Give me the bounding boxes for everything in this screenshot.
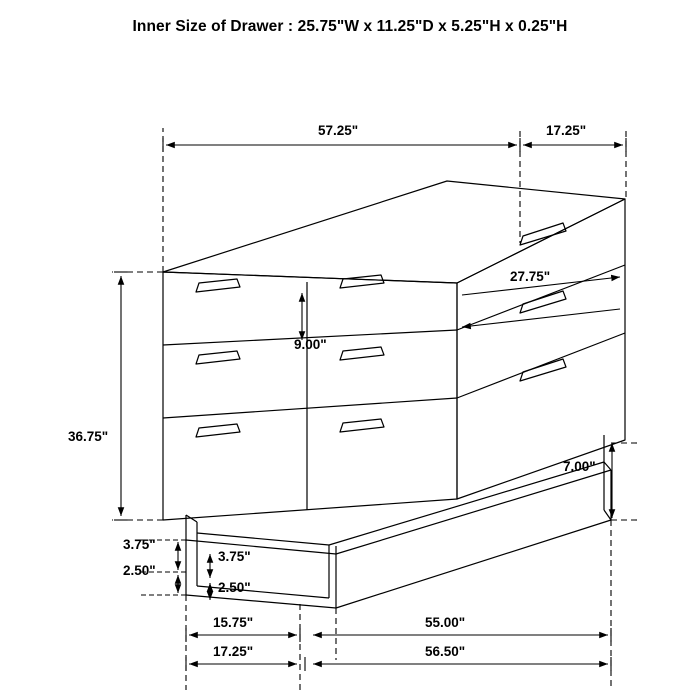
dimension-label-base-gap-rear: 3.75" (218, 549, 251, 564)
page-title: Inner Size of Drawer : 25.75"W x 11.25"D x 5.25"H x 0.25"H (132, 18, 568, 35)
dimension-label-top-width-main: 57.25" (318, 123, 359, 138)
dimension-label-drawer-height-left: 9.00" (294, 337, 327, 352)
dimension-label-top-width-side: 17.25" (546, 123, 587, 138)
dimension-label-leg-height-right: 7.00" (563, 459, 596, 474)
dimension-label-base-gap-front: 3.75" (123, 537, 156, 552)
dimension-label-side-depth-outer: 17.25" (213, 644, 254, 659)
dimension-label-overall-height: 36.75" (68, 429, 109, 444)
dimension-label-drawer-face-depth: 27.75" (510, 269, 551, 284)
dimension-label-base-width: 55.00" (425, 615, 466, 630)
dimension-label-overall-width: 56.50" (425, 644, 466, 659)
dimension-label-side-depth: 15.75" (213, 615, 254, 630)
dimension-label-foot-height-rear: 2.50" (218, 580, 251, 595)
dimension-label-foot-height-front: 2.50" (123, 563, 156, 578)
dresser-body (163, 181, 625, 608)
dimension-lines (112, 128, 640, 690)
